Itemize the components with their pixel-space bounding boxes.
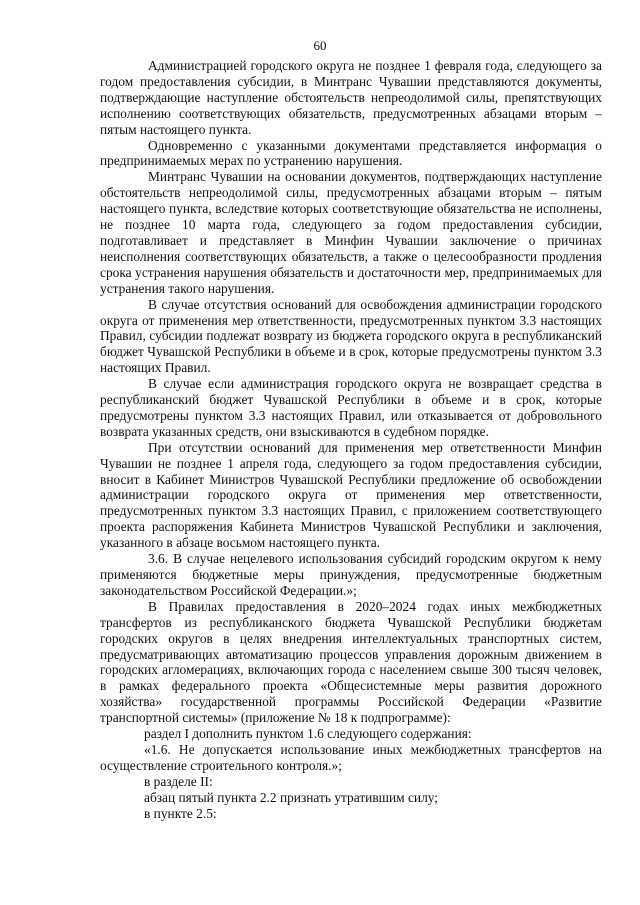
paragraph: В Правилах предоставления в 2020–2024 годах иных межбюджетных трансфертов из республиканского бюджета Чувашской Республики бюджетам городских округов в целях внедрения интеллектуальных транспортных систем, предусматривающих автоматизацию процессов управления дорожным движением в городских агломерациях, включающих города с населением свыше 300 тысяч человек, в рамках федерального проекта «Общесистемные меры развития дорожного хозяйства» государственной программы Российской Федерации «Развитие транспортной системы» (приложение № 18 к подпрограмме): [100,598,602,726]
paragraph: В случае если администрация городского округа не возвращает средства в республиканский бюджет Чувашской Республики в объеме и в срок, которые предусмотрены пунктом 3.3 настоящих Правил, или отказывается от добровольного возврата указанных средств, они взыскиваются в судебном порядке. [100,376,602,439]
paragraph: в пункте 2.5: [144,805,217,821]
paragraph: При отсутствии оснований для применения мер ответственности Минфин Чувашии не позднее 1 апреля года, следующего за годом предоставления субсидии, вносит в Кабинет Министров Чувашской Республики предложение об освобождении администрации городского округа от применения мер ответственности, предусмотренных пунктом 3.3 настоящих Правил, с приложением соответствующего проекта распоряжения Кабинета Министров Чувашской Республики и заключения, указанного в абзаце восьмом настоящего пункта. [100,439,602,551]
paragraph: в разделе II: [144,773,213,789]
paragraph: «1.6. Не допускается использование иных межбюджетных трансфертов на осуществление строительного контроля.»; [100,741,602,773]
paragraph: Администрацией городского округа не позднее 1 февраля года, следующего за годом предоставления субсидии, в Минтранс Чувашии представляются документы, подтверждающие наступление обстоятельств непреодолимой силы, препятствующих исполнению соответствующих обязательств, предусмотренных абзацами вторым – пятым настоящего пункта. [100,58,602,137]
paragraph: Минтранс Чувашии на основании документов, подтверждающих наступление обстоятельств непреодолимой силы, предусмотренных абзацами вторым – пятым настоящего пункта, вследствие которых соответствующие обязательства не исполнены, не позднее 10 марта года, следующего за годом предоставления субсидии, подготавливает и представляет в Минфин Чувашии заключение о причинах неисполнения соответствующих обязательств, а также о целесообразности продления срока устранения нарушения обязательств и достаточности мер, предпринимаемых для устранения такого нарушения. [100,169,602,296]
document-body [100,58,602,822]
paragraph: В случае отсутствия оснований для освобождения администрации городского округа от применения мер ответственности, предусмотренных пунктом 3.3 настоящих Правил, субсидии подлежат возврату из бюджета городского округа в республиканский бюджет Чувашской Республики в объеме и в срок, которые предусмотрены пунктом 3.3 настоящих Правил. [100,296,602,376]
paragraph: 3.6. В случае нецелевого использования субсидий городским округом к нему применяются бюджетные меры принуждения, предусмотренные бюджетным законодательством Российской Федерации.»; [100,551,602,598]
paragraph: Одновременно с указанными документами представляется информация о предпринимаемых мерах по устранению нарушения. [100,137,602,169]
paragraph: раздел I дополнить пунктом 1.6 следующего содержания: [144,726,472,742]
page-number: 60 [313,38,327,53]
paragraph: абзац пятый пункта 2.2 признать утратившим силу; [144,789,438,805]
